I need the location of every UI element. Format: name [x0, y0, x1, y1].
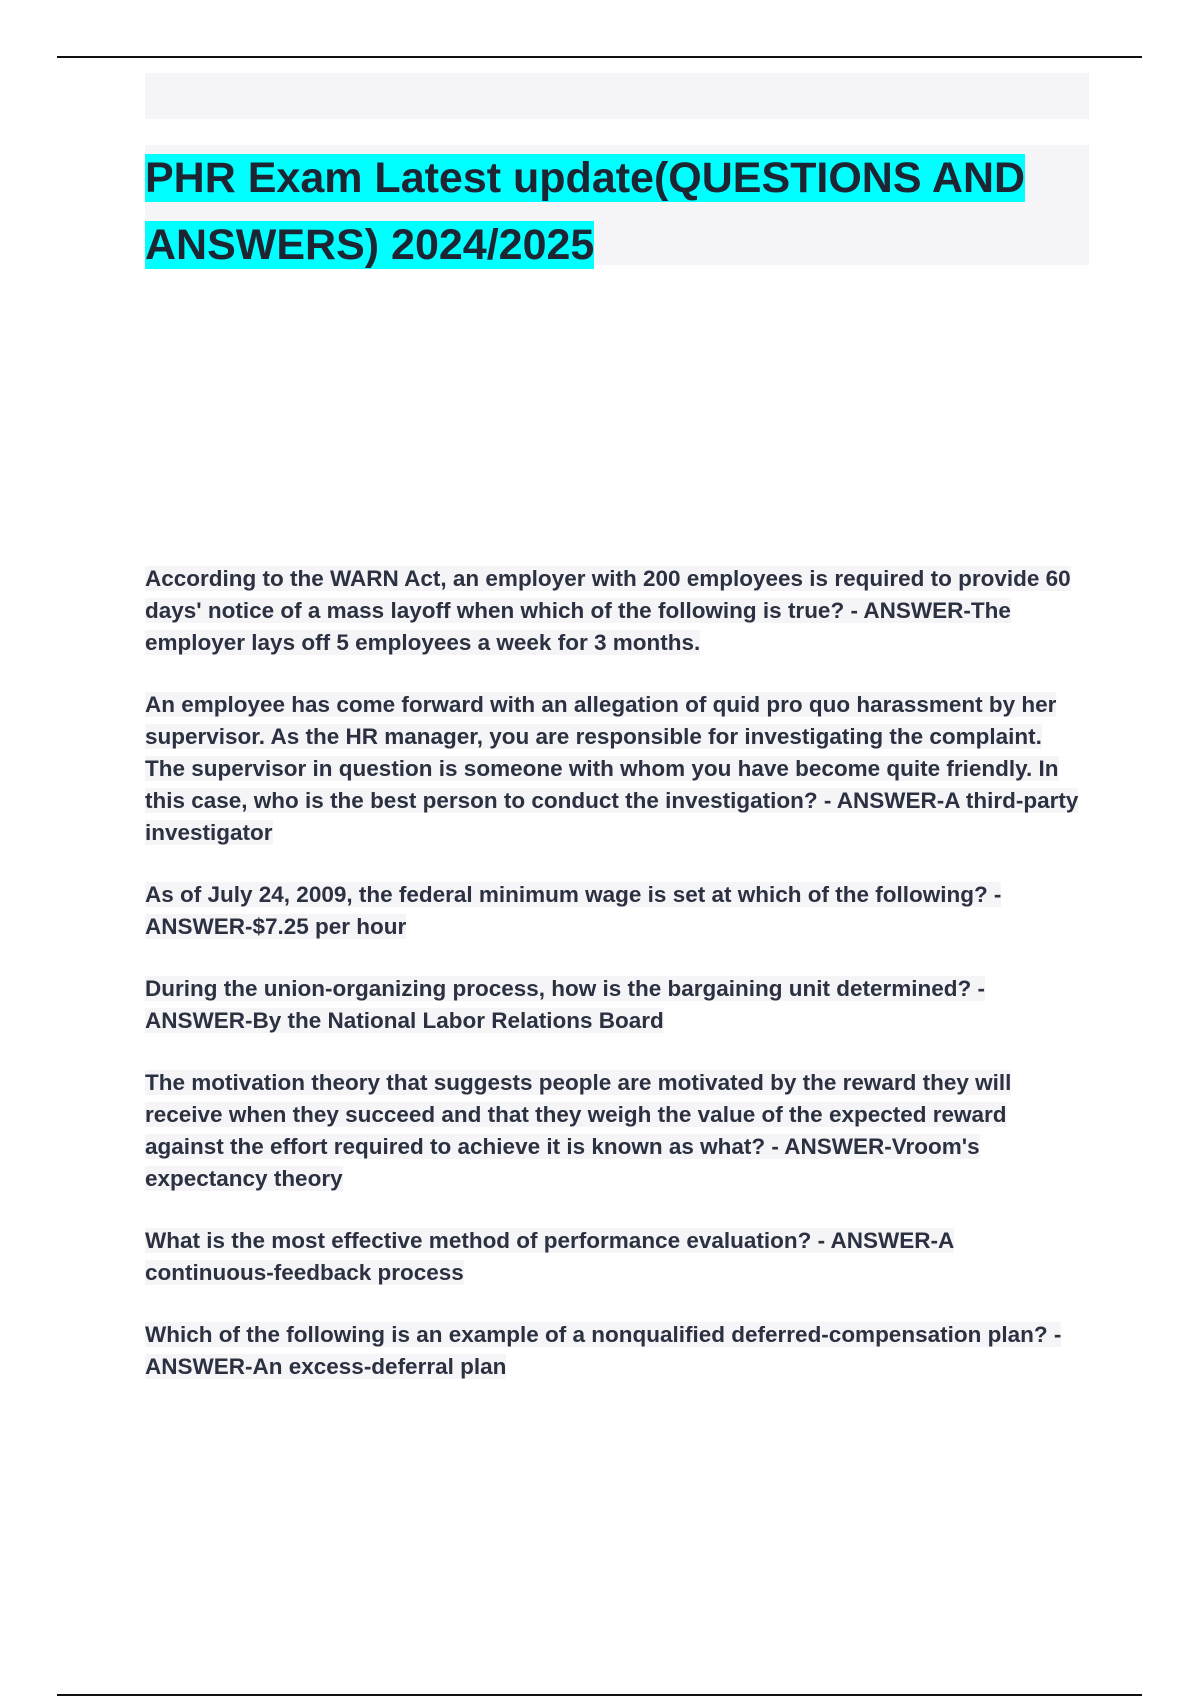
qa-item-text: During the union-organizing process, how is the bargaining unit determined? - ANSWER-By the National Labor Relations Board: [145, 976, 986, 1033]
qa-item-text: According to the WARN Act, an employer with 200 employees is required to provide 60 days' notice of a mass layoff when which of the following is true? - ANSWER-The employer lays off 5 employees a week for 3 months.: [145, 566, 1071, 655]
qa-item: [145, 1067, 1085, 1195]
qa-item-text: An employee has come forward with an allegation of quid pro quo harassment by her supervisor. As the HR manager, you are responsible for investigating the complaint. The supervisor in question is someone with whom you have become quite friendly. In this case, who is the best person to conduct the investigation? - ANSWER-A third-party investigator: [145, 692, 1079, 845]
qa-item: [145, 563, 1085, 659]
top-rule: [57, 56, 1142, 58]
document-title-highlight: PHR Exam Latest update(QUESTIONS AND ANSWERS) 2024/2025: [145, 154, 1026, 269]
qa-item-text: As of July 24, 2009, the federal minimum wage is set at which of the following? - ANSWER-$7.25 per hour: [145, 882, 1002, 939]
qa-item-text: The motivation theory that suggests people are motivated by the reward they will receive when they succeed and that they weigh the value of the expected reward against the effort required to achieve it is known as what? - ANSWER-Vroom's expectancy theory: [145, 1070, 1012, 1191]
qa-item-text: Which of the following is an example of a nonqualified deferred-compensation plan? - ANSWER-An excess-deferral plan: [145, 1322, 1062, 1379]
qa-item-text: What is the most effective method of performance evaluation? - ANSWER-A continuous-feedback process: [145, 1228, 955, 1285]
qa-item: [145, 1319, 1085, 1383]
title-block: [145, 145, 1089, 269]
qa-item: [145, 879, 1085, 943]
qa-item: [145, 973, 1085, 1037]
qa-item: [145, 689, 1085, 849]
qa-item: [145, 1225, 1085, 1289]
bottom-rule: [57, 1694, 1142, 1696]
document-title: [145, 145, 1089, 279]
header-band: [145, 73, 1089, 119]
qa-list: [145, 563, 1085, 1413]
